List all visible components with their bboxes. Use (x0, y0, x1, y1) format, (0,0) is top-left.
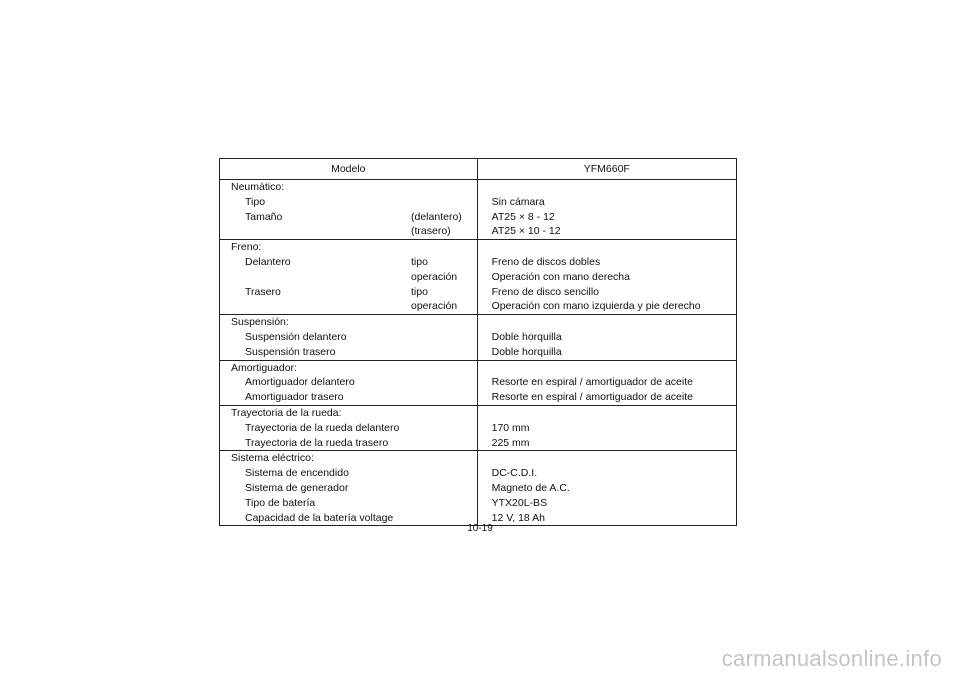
table-row (220, 481, 737, 496)
model-value: YFM660F (477, 159, 736, 180)
table-row (220, 285, 737, 300)
brake-front-operation-label: operación (411, 270, 458, 283)
tire-size-label: Tamaño (245, 210, 283, 223)
battery-type-value: YTX20L-BS (491, 496, 548, 509)
model-label: Modelo (220, 159, 478, 180)
table-row (220, 405, 737, 420)
tire-front-value: AT25 × 8 - 12 (491, 210, 555, 223)
travel-front-value: 170 mm (491, 421, 530, 434)
brake-front-type-value: Freno de discos dobles (491, 255, 601, 268)
table-row (220, 360, 737, 375)
suspension-section-title: Suspensión: (231, 316, 289, 329)
table-row (220, 390, 737, 405)
shock-front-label: Amortiguador delantero (245, 376, 355, 389)
table-row (220, 255, 737, 270)
shock-section-title: Amortiguador: (231, 361, 297, 374)
table-header-row (220, 159, 737, 180)
suspension-rear-value: Doble horquilla (491, 345, 562, 358)
tire-front-label: (delantero) (411, 210, 462, 223)
table-row (220, 210, 737, 225)
table-row (220, 195, 737, 210)
shock-rear-label: Amortiguador trasero (245, 391, 344, 404)
page-number: 10-19 (467, 523, 493, 534)
table-row (220, 466, 737, 481)
brake-front-label: Delantero (245, 255, 291, 268)
table-row (220, 299, 737, 314)
tire-rear-value: AT25 × 10 - 12 (491, 225, 561, 238)
brake-front-operation-value: Operación con mano derecha (491, 270, 630, 283)
table-row (220, 436, 737, 451)
generator-value: Magneto de A.C. (491, 481, 570, 494)
brake-rear-operation-value: Operación con mano izquierda y pie derecho (491, 300, 701, 313)
table-row (220, 180, 737, 195)
brake-rear-label: Trasero (245, 285, 281, 298)
table-row (220, 330, 737, 345)
brake-rear-type-label: tipo (411, 285, 428, 298)
suspension-front-value: Doble horquilla (491, 330, 562, 343)
travel-front-label: Trayectoria de la rueda delantero (245, 421, 400, 434)
ignition-value: DC-C.D.I. (491, 467, 538, 480)
travel-rear-value: 225 mm (491, 436, 530, 449)
tires-section-title: Neumático: (231, 181, 285, 193)
generator-label: Sistema de generador (245, 481, 349, 494)
table-row (220, 270, 737, 285)
brakes-section-title: Freno: (231, 241, 262, 254)
table-row (220, 315, 737, 330)
travel-rear-label: Trayectoria de la rueda trasero (245, 436, 389, 449)
travel-section-title: Trayectoria de la rueda: (231, 406, 342, 419)
shock-front-value: Resorte en espiral / amortiguador de aceite (491, 376, 693, 389)
suspension-front-label: Suspensión delantero (245, 330, 347, 343)
brake-rear-type-value: Freno de disco sencillo (491, 285, 600, 298)
table-row (220, 345, 737, 360)
shock-rear-value: Resorte en espiral / amortiguador de aceite (491, 391, 693, 404)
table-row (220, 421, 737, 436)
battery-capacity-label: Capacidad de la batería voltage (245, 511, 394, 524)
table-row (220, 224, 737, 239)
electrical-section-title: Sistema eléctrico: (231, 452, 314, 465)
table-row (220, 451, 737, 466)
table-row (220, 496, 737, 511)
tire-type-label: Tipo (245, 195, 266, 208)
brake-front-type-label: tipo (411, 255, 428, 268)
specifications-table (219, 158, 737, 526)
tire-rear-label: (trasero) (411, 225, 451, 238)
ignition-label: Sistema de encendido (245, 467, 349, 480)
brake-rear-operation-label: operación (411, 300, 458, 313)
table-row (220, 240, 737, 255)
tire-type-value: Sin cámara (491, 195, 545, 208)
table-row (220, 375, 737, 390)
battery-capacity-value: 12 V, 18 Ah (491, 511, 545, 524)
battery-type-label: Tipo de batería (245, 496, 316, 509)
suspension-rear-label: Suspensión trasero (245, 345, 336, 358)
watermark: carmanualsonline.info (721, 646, 942, 671)
